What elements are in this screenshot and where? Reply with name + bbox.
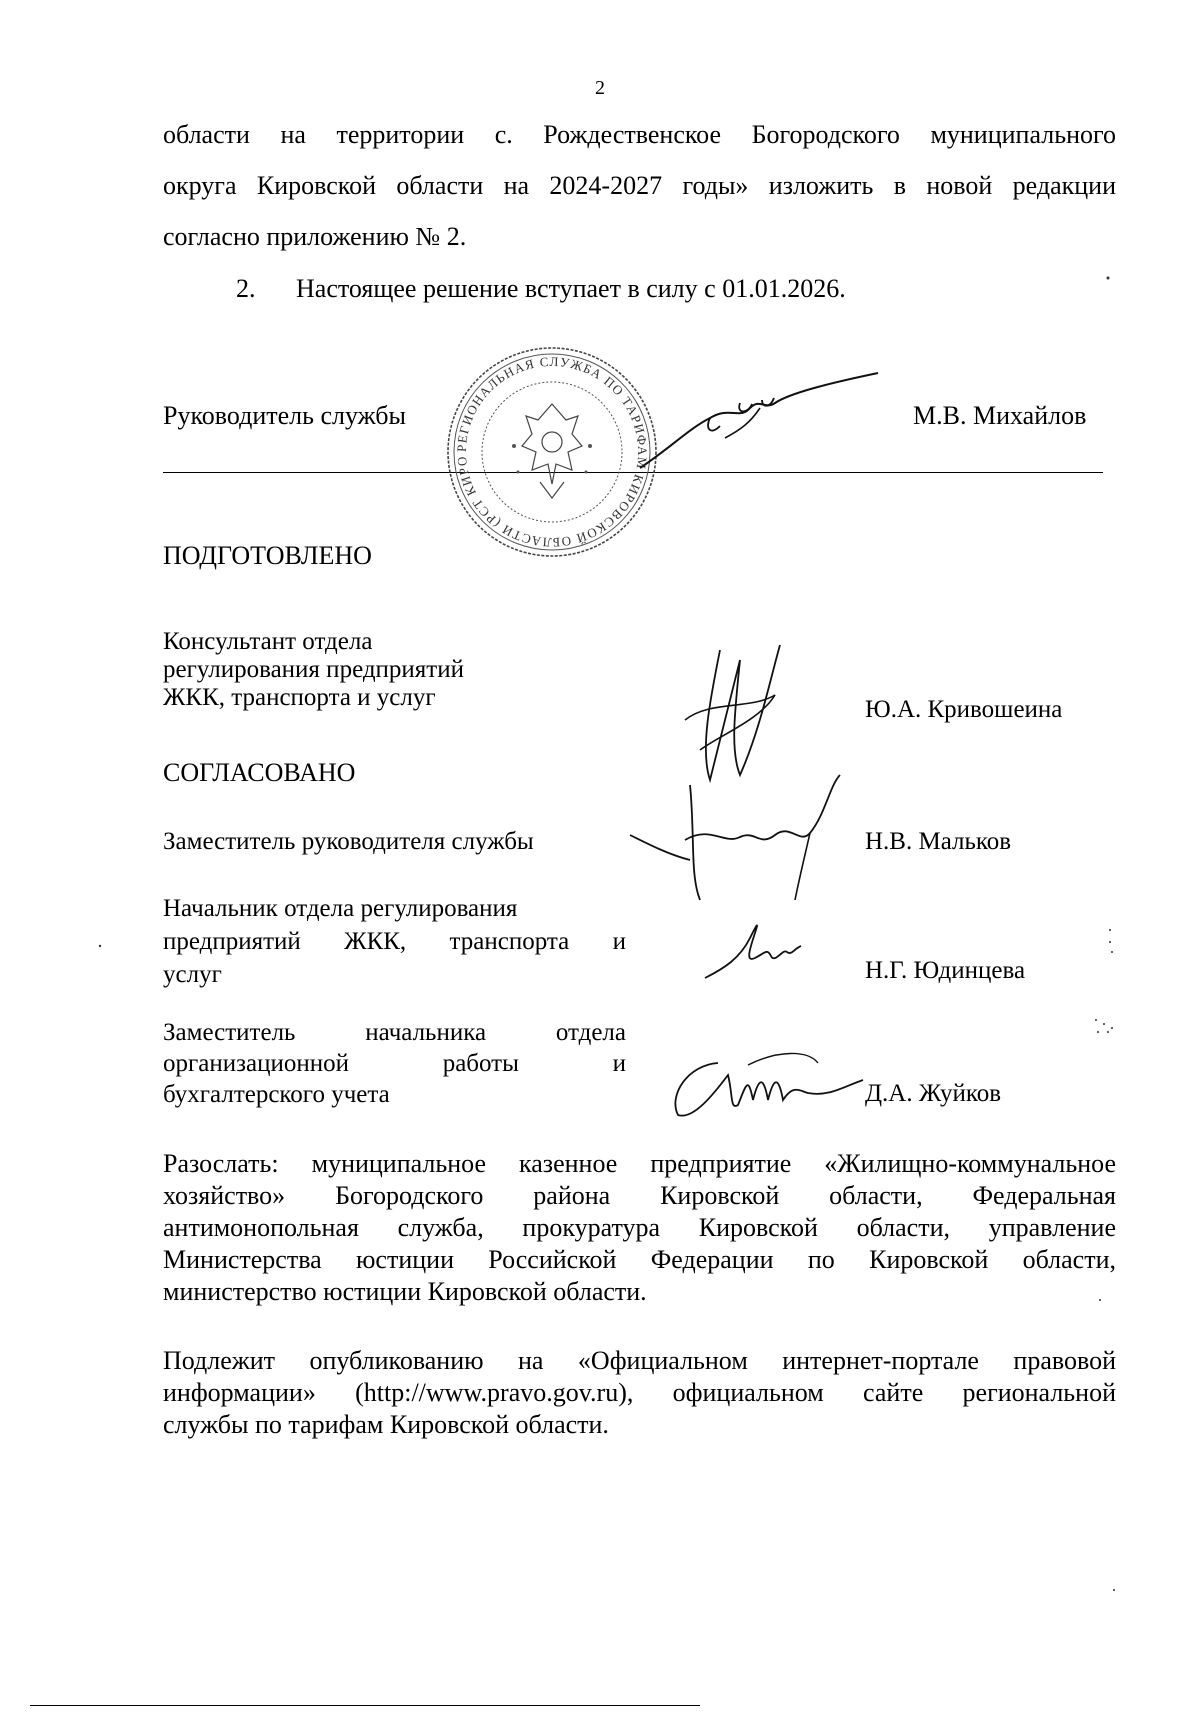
- seal-ring-text: РЕГИОНАЛЬНАЯ СЛУЖБА ПО ТАРИФАМ КИРОВСКОЙ ОБЛАСТИ (РСТ КИРОВСКОЙ ОБЛАСТИ): [436, 330, 651, 551]
- distribution-line: Министерства юстиции Российской Федерации по Кировской области,: [163, 1245, 1116, 1274]
- agreed-position-line: бухгалтерского учета: [163, 1081, 390, 1108]
- prepared-position-line: ЖКК, транспорта и услуг: [163, 684, 436, 711]
- publication-line: службы по тарифам Кировской области.: [163, 1410, 609, 1439]
- agreed-position-line: Начальник отдела регулирования: [163, 895, 518, 922]
- publication-line: Подлежит опубликованию на «Официальном интернет-портале правовой: [163, 1346, 1116, 1375]
- agreed-position-line: услуг: [163, 961, 222, 988]
- item-2-text: Настоящее решение вступает в силу с 01.01.2026.: [296, 274, 846, 303]
- distribution-line: Разослать: муниципальное казенное предприятие «Жилищно-коммунальное: [163, 1149, 1116, 1178]
- publication-line: информации» (http://www.pravo.gov.ru), официальном сайте региональной: [163, 1378, 1116, 1407]
- agreed-position-line: организационной работы и: [163, 1050, 626, 1077]
- prepared-name: Ю.А. Кривошеина: [865, 696, 1063, 723]
- head-name: М.В. Михайлов: [913, 401, 1087, 430]
- agreed-position-line: Заместитель начальника отдела: [163, 1019, 626, 1046]
- distribution-line: хозяйство» Богородского района Кировской области, Федеральная: [163, 1181, 1116, 1210]
- prepared-heading: ПОДГОТОВЛЕНО: [163, 541, 372, 570]
- intro-line-1: области на территории с. Рождественское Богородского муниципального: [163, 120, 1116, 149]
- agreed-position-line: предприятий ЖКК, транспорта и: [163, 928, 626, 955]
- agreed-signer-position: Заместитель руководителя службы: [163, 828, 534, 855]
- page-number: 2: [595, 77, 605, 99]
- distribution-line: антимонопольная служба, прокуратура Кировской области, управление: [163, 1213, 1116, 1242]
- distribution-line: министерство юстиции Кировской области.: [163, 1277, 647, 1306]
- intro-line-3: согласно приложению № 2.: [163, 222, 467, 251]
- intro-line-2: округа Кировской области на 2024-2027 годы» изложить в новой редакции: [163, 171, 1116, 200]
- prepared-position-line: регулирования предприятий: [163, 656, 464, 683]
- agreed-heading: СОГЛАСОВАНО: [163, 758, 356, 787]
- agreed-signer-name: Н.В. Мальков: [865, 828, 1012, 855]
- head-position: Руководитель службы: [163, 401, 406, 430]
- agreed-signer-name: Д.А. Жуйков: [865, 1080, 1002, 1107]
- prepared-position-line: Консультант отдела: [163, 628, 373, 655]
- agreed-signer-name: Н.Г. Юдинцева: [865, 957, 1026, 984]
- item-2-number: 2.: [236, 274, 256, 303]
